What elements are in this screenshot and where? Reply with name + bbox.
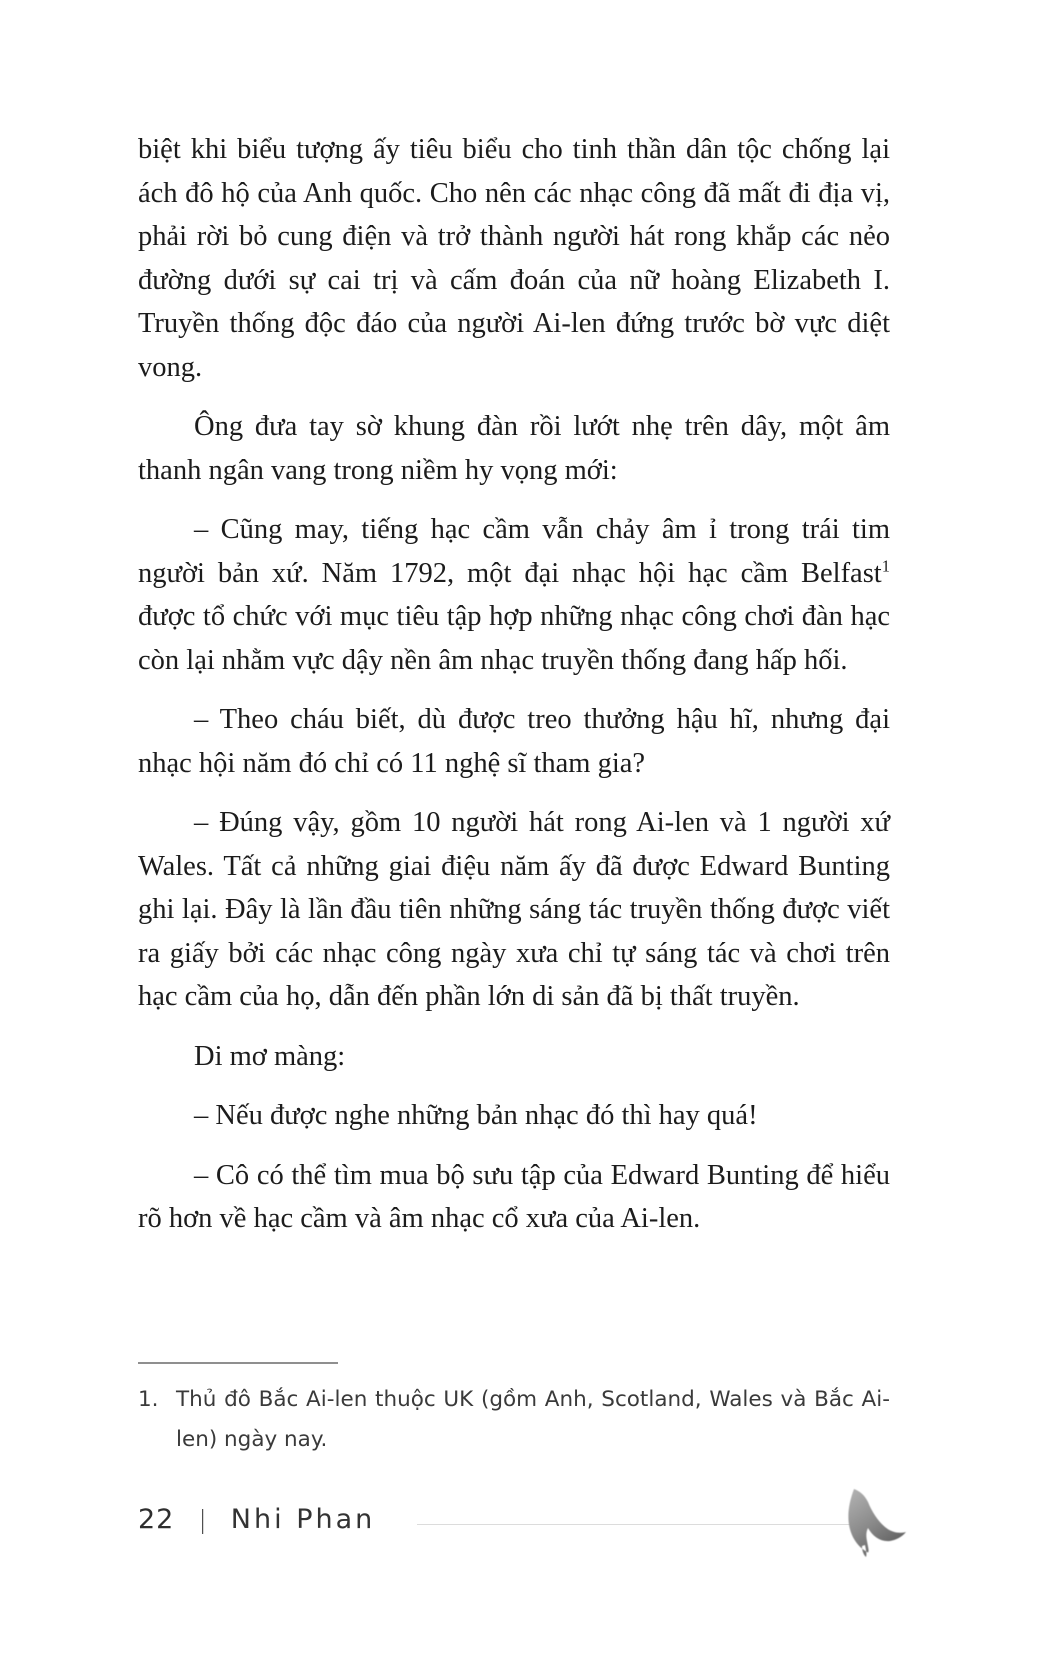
footnote-text: Thủ đô Bắc Ai-len thuộc UK (gồm Anh, Scotland, Wales và Bắc Ai-len) ngày nay. <box>176 1387 890 1452</box>
paragraph: Di mơ màng: <box>194 1040 346 1072</box>
paragraph: Ông đưa tay sờ khung đàn rồi lướt nhẹ trên dây, một âm thanh ngân vang trong niềm hy vọng mới: <box>138 411 890 486</box>
page-footer <box>138 1504 860 1535</box>
paragraph-continued: biệt khi biểu tượng ấy tiêu biểu cho tinh thần dân tộc chống lại ách đô hộ của Anh quốc. Cho nên các nhạc công đã mất đi địa vị, phải rời bỏ cung điện và trở thành người hát rong khắp các nẻo đường dưới sự cai trị và cấm đoán của nữ hoàng Elizabeth I. Truyền thống độc đáo của người Ai-len đứng trước bờ vực diệt vong. <box>138 134 890 383</box>
footnote <box>138 1380 890 1460</box>
author-name: Nhi Phan <box>230 1504 376 1535</box>
paragraph: – Cô có thể tìm mua bộ sưu tập của Edward Bunting để hiểu rõ hơn về hạc cầm và âm nhạc cổ xưa của Ai-len. <box>138 1159 890 1234</box>
footer-divider: | <box>198 1505 207 1534</box>
paragraph: – Theo cháu biết, dù được treo thưởng hậu hĩ, nhưng đại nhạc hội năm đó chỉ có 11 nghệ sĩ tham gia? <box>138 704 890 779</box>
footnote-block <box>138 1362 890 1460</box>
page-number: 22 <box>138 1504 175 1535</box>
footnote-separator <box>138 1362 338 1364</box>
paragraph-text: – Cũng may, tiếng hạc cầm vẫn chảy âm ỉ trong trái tim người bản xứ. Năm 1792, một đại nhạc hội hạc cầm Belfast <box>138 514 890 589</box>
footnote-number: 1. <box>138 1387 159 1412</box>
paragraph: – Nếu được nghe những bản nhạc đó thì hay quá! <box>194 1100 758 1131</box>
footer-rule <box>417 1524 860 1525</box>
paragraph-text: được tổ chức với mục tiêu tập hợp những nhạc công chơi đàn hạc còn lại nhằm vực dậy nền âm nhạc truyền thống đang hấp hối. <box>138 601 890 676</box>
body-text <box>138 128 890 1241</box>
paragraph: – Đúng vậy, gồm 10 người hát rong Ai-len và 1 người xứ Wales. Tất cả những giai điệu năm ấy đã được Edward Bunting ghi lại. Đây là lần đầu tiên những sáng tác truyền thống được viết ra giấy bởi các nhạc công ngày xưa chỉ tự sáng tác và chơi trên hạc cầm của họ, dẫn đến phần lớn di sản đã bị thất truyền. <box>138 807 890 1012</box>
bird-icon <box>832 1481 910 1559</box>
footnote-ref: 1 <box>881 556 890 575</box>
paragraph-with-footnote-ref <box>138 508 890 682</box>
